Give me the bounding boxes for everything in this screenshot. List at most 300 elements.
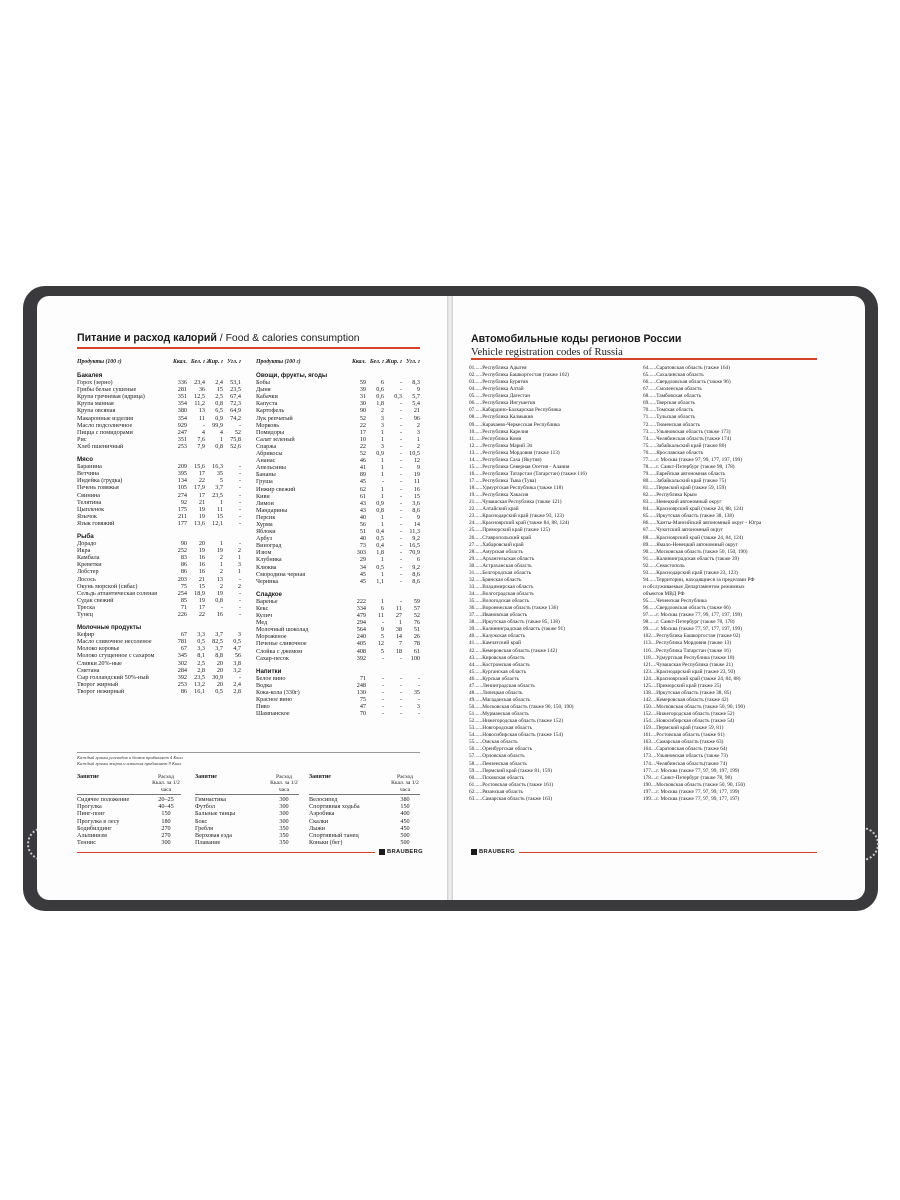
region-code-row: 23......Краснодарский край (также 93, 123) xyxy=(469,513,564,520)
food-value: 5,4 xyxy=(412,400,420,408)
region-code-row: 121....Чувашская Республика (также 21) xyxy=(643,661,733,668)
activity-row xyxy=(195,810,299,817)
region-code-row: 10......Республика Карелия xyxy=(469,428,529,435)
food-value: 0,8 xyxy=(215,400,223,408)
food-value: 52 xyxy=(413,612,420,620)
food-value: 3,6 xyxy=(412,499,420,507)
region-code-row: 125....Приморский край (также 25) xyxy=(643,682,722,689)
region-code-row: 28......Амурская область xyxy=(469,548,523,555)
food-value: 12,1 xyxy=(212,519,223,527)
food-value: - xyxy=(381,674,384,682)
region-code-row: 88......Красноярский край (также 24, 84, 124) xyxy=(643,534,744,541)
food-value: 11,3 xyxy=(409,528,420,536)
food-value: 75 xyxy=(180,582,187,590)
food-value: 8,8 xyxy=(215,652,223,660)
region-code-row: 18......Удмуртская Республика (также 118) xyxy=(469,485,564,492)
region-code-row: 29......Архангельская область xyxy=(469,555,535,562)
food-category: Овощи, фрукты, ягоды xyxy=(256,372,328,379)
food-value: 1,8 xyxy=(376,549,384,557)
food-value: - xyxy=(381,696,384,704)
activity-kcal: 150 xyxy=(161,810,171,818)
region-code-row: 142....Кемеровская область (также 42) xyxy=(643,696,729,703)
region-code-row: 80......Забайкальский край (также 75) xyxy=(643,478,727,484)
food-value: 76 xyxy=(413,619,420,627)
food-row xyxy=(256,571,420,578)
food-value: - xyxy=(399,400,402,408)
food-value: - xyxy=(399,513,402,521)
activity-header-name: Занятие xyxy=(195,774,217,780)
region-code-row: 57......Орловская область xyxy=(469,753,525,760)
region-code-row: 16......Республика Татарстан (Татарстан) (также 116) xyxy=(469,470,587,477)
food-value: 781 xyxy=(177,638,187,646)
food-value: 0,5 xyxy=(376,563,384,571)
food-row xyxy=(77,429,241,436)
food-value: 2,4 xyxy=(233,680,241,688)
food-value: 564 xyxy=(356,626,366,634)
header-fat: Жир. г xyxy=(206,358,223,365)
food-name: Ананас xyxy=(256,457,276,465)
food-value: 67,4 xyxy=(230,393,241,401)
food-value: 0,9 xyxy=(215,414,223,422)
food-row xyxy=(77,484,241,491)
food-table-column-2 xyxy=(256,352,420,717)
activity-name: Верховая езда xyxy=(195,831,232,839)
region-code-row: 71......Тульская область xyxy=(643,414,695,421)
region-code-row: 54......Новосибирская область (также 154) xyxy=(469,732,563,739)
region-code-row: 78......г. Санкт-Петербург (также 98, 178) xyxy=(643,463,735,470)
food-value: - xyxy=(399,703,402,711)
region-code-row: 102....Республика Башкортостан (также 02) xyxy=(643,633,741,640)
region-code-row: 95......Чеченская Республика xyxy=(643,598,707,605)
food-row xyxy=(256,675,420,682)
activity-kcal: 270 xyxy=(161,831,171,839)
food-row xyxy=(77,631,241,638)
food-row xyxy=(256,443,420,450)
food-value: 334 xyxy=(356,605,366,612)
activity-kcal: 20–25 xyxy=(158,796,174,804)
food-value: 4 xyxy=(201,428,205,436)
food-value: - xyxy=(399,499,402,507)
region-code-row: 96......Свердловская область (также 66) xyxy=(643,605,731,612)
region-code-row: 65......Сахалинская область xyxy=(643,372,704,379)
food-value: 90 xyxy=(359,407,366,415)
activity-row xyxy=(195,818,299,825)
food-value: 5 xyxy=(380,647,384,655)
food-value: 222 xyxy=(356,597,366,605)
activity-kcal: 450 xyxy=(400,817,410,825)
food-row xyxy=(77,681,241,688)
food-value: - xyxy=(238,421,241,429)
activity-column-3 xyxy=(309,774,420,846)
food-category: Молочные продукты xyxy=(77,624,142,632)
food-value: 351 xyxy=(177,435,187,443)
food-name: Яблоки xyxy=(256,528,276,536)
region-code-row: 154....Новосибирская область (также 54) xyxy=(643,718,735,725)
food-row xyxy=(77,660,241,667)
food-name: Сливки 20%-ные xyxy=(77,659,122,667)
region-code-row: 50......Московская область (также 90, 150, 190) xyxy=(469,704,574,710)
header-carb: Угл. г xyxy=(406,358,420,365)
food-name: Рис xyxy=(77,435,87,443)
food-value: 380 xyxy=(177,407,187,415)
region-code-row: 90......Московская область (также 50, 150, 190) xyxy=(643,548,748,555)
region-code-row: 94......Территории, находящиеся за пределами РФ xyxy=(643,576,755,583)
food-value: 7 xyxy=(398,640,402,648)
region-code-row: 81......Пермский край (также 59, 159) xyxy=(643,485,726,492)
region-code-row: 82......Республика Крым xyxy=(643,492,697,499)
food-value: 39 xyxy=(359,386,366,394)
food-row xyxy=(256,626,420,633)
header-kcal: Ккал. xyxy=(172,358,187,365)
region-code-row: 27......Хабаровский край xyxy=(469,541,524,548)
activity-row xyxy=(77,825,181,832)
food-value: 1 xyxy=(380,520,384,528)
activity-kcal: 300 xyxy=(279,817,289,825)
food-row xyxy=(256,619,420,626)
food-name: Слойка с джемом xyxy=(256,647,303,655)
region-code-row: 73......Ульяновская область (также 173) xyxy=(643,428,731,435)
activity-name: Прогулка xyxy=(77,803,102,811)
food-value: 16 xyxy=(216,611,223,618)
food-value: 16,5 xyxy=(409,542,420,550)
food-value: - xyxy=(238,596,241,604)
right-title-underline xyxy=(471,358,817,360)
food-name: Крупа манная xyxy=(77,400,114,408)
food-row xyxy=(256,549,420,556)
food-row xyxy=(77,540,241,547)
food-value: - xyxy=(399,542,402,550)
food-value: 105 xyxy=(177,484,187,492)
food-value: 57 xyxy=(413,605,420,612)
region-code-row: 08......Республика Калмыкия xyxy=(469,414,533,421)
food-value: 15 xyxy=(216,386,223,394)
food-value: 12 xyxy=(377,640,384,648)
food-value: - xyxy=(399,520,402,528)
food-value: 2 xyxy=(219,568,223,576)
food-value: 16 xyxy=(198,561,205,569)
food-value: 31 xyxy=(359,393,366,401)
region-code-row: 113....Республика Мордовия (также 13) xyxy=(643,640,732,647)
food-name: Мандарины xyxy=(256,506,288,514)
food-row xyxy=(77,499,241,506)
activity-header-name: Занятие xyxy=(77,774,99,780)
food-value: 23,5 xyxy=(194,673,205,681)
region-code-row: 25......Приморский край (также 125) xyxy=(469,527,550,534)
food-value: 99,9 xyxy=(212,421,223,429)
food-value: 5 xyxy=(380,633,384,641)
food-value: 9,2 xyxy=(412,535,420,543)
activity-name: Бокс xyxy=(195,817,208,825)
region-code-row: 04......Республика Алтай xyxy=(469,386,524,393)
region-code-row: 68......Тамбовская область xyxy=(643,393,702,400)
header-fat: Жир. г xyxy=(385,358,402,365)
food-value: - xyxy=(399,485,402,493)
food-value: 22 xyxy=(359,442,366,450)
region-code-row: 174....Челябинская область(также 74) xyxy=(643,760,728,767)
food-row xyxy=(256,682,420,689)
food-value: 70 xyxy=(359,710,366,718)
food-row xyxy=(77,477,241,484)
food-value: - xyxy=(238,575,241,583)
region-code-row: 79......Еврейская автономная область xyxy=(643,470,726,477)
food-value: - xyxy=(399,535,402,543)
food-name: Водка xyxy=(256,681,272,689)
activity-kcal: 150 xyxy=(400,803,410,811)
food-value: 3,3 xyxy=(197,645,205,653)
food-value: 22 xyxy=(359,421,366,429)
food-value: 3 xyxy=(237,561,241,569)
food-value: 43 xyxy=(359,506,366,514)
food-value: 1 xyxy=(416,435,420,443)
food-value: 2 xyxy=(219,582,223,590)
food-row xyxy=(77,506,241,513)
food-value: 281 xyxy=(177,386,187,394)
food-value: 35 xyxy=(413,689,420,697)
region-code-row: 85......Иркутская область (также 38, 138) xyxy=(643,513,734,520)
activity-name: Пинг-понг xyxy=(77,810,105,818)
food-value: - xyxy=(399,597,402,605)
region-codes-column-2 xyxy=(643,365,819,803)
food-value: - xyxy=(399,654,402,662)
food-value: - xyxy=(417,696,420,704)
food-value: 294 xyxy=(356,619,366,627)
region-code-row: 07......Кабардино-Балкарская Республика xyxy=(469,407,561,414)
food-value: 0,4 xyxy=(376,528,384,536)
food-value: - xyxy=(238,498,241,506)
food-name: Бобы xyxy=(256,379,270,387)
region-code-row: 93......Краснодарский край (также 23, 123) xyxy=(643,569,738,576)
food-value: 90 xyxy=(180,540,187,548)
activity-row xyxy=(77,796,181,803)
food-value: 253 xyxy=(177,442,187,450)
food-name: Макаронные изделия xyxy=(77,414,133,422)
food-value: 9 xyxy=(416,386,420,394)
food-value: - xyxy=(399,407,402,415)
activity-header xyxy=(309,774,420,793)
food-category: Напитки xyxy=(256,667,282,675)
food-name: Треска xyxy=(77,603,95,611)
activity-header-expense: Расход Ккал. за 1/2 часа xyxy=(270,774,298,793)
region-code-row: 53......Новгородская область xyxy=(469,725,532,732)
food-row xyxy=(77,638,241,645)
header-prot: Бел. г xyxy=(369,358,384,365)
activity-header-name: Занятие xyxy=(309,774,331,780)
food-name: Творог нежирный xyxy=(77,687,125,695)
food-value: 1 xyxy=(380,597,384,605)
region-code-row: 92......Севастополь xyxy=(643,562,685,569)
food-value: 0,8 xyxy=(376,506,384,514)
food-value: 64,9 xyxy=(230,407,241,415)
food-row xyxy=(77,415,241,422)
food-value: 345 xyxy=(177,652,187,660)
region-code-row: 13......Республика Мордовия (также 113) xyxy=(469,449,560,456)
food-table-header xyxy=(77,352,241,366)
food-value: - xyxy=(238,463,241,471)
food-value: 17 xyxy=(198,470,205,478)
food-name: Сметана xyxy=(77,666,100,674)
food-value: 1 xyxy=(219,561,223,569)
food-value: 0,9 xyxy=(376,499,384,507)
food-row xyxy=(256,422,420,429)
food-value: 0,8 xyxy=(215,442,223,450)
food-value: 19 xyxy=(198,596,205,604)
region-code-row: 190....Московская область (также 50, 90, 150) xyxy=(643,781,745,788)
food-value: 89 xyxy=(359,471,366,479)
food-value: 1 xyxy=(380,485,384,493)
activity-header-expense: Расход Ккал. за 1/2 часа xyxy=(152,774,180,793)
food-row xyxy=(256,386,420,393)
activity-row xyxy=(195,825,299,832)
food-row xyxy=(256,564,420,571)
food-value: 12 xyxy=(413,457,420,465)
activity-name: Бодибилдинг xyxy=(77,824,112,832)
region-code-row: 59......Пермский край (также 81, 159) xyxy=(469,767,552,774)
activity-kcal: 300 xyxy=(279,796,289,804)
food-value: 1 xyxy=(237,554,241,562)
food-value: 2 xyxy=(416,421,420,429)
food-row xyxy=(77,611,241,618)
header-product: Продукты (100 г) xyxy=(77,358,122,365)
food-value: 16,3 xyxy=(212,463,223,471)
food-value: 479 xyxy=(356,612,366,620)
food-row xyxy=(256,696,420,703)
food-value: - xyxy=(399,492,402,500)
food-row xyxy=(256,436,420,443)
food-row xyxy=(77,604,241,611)
food-value: - xyxy=(399,450,402,458)
food-value: 30,9 xyxy=(212,673,223,681)
food-value: 35 xyxy=(216,470,223,478)
food-value: 3 xyxy=(380,414,384,422)
food-value: 14 xyxy=(395,633,402,641)
food-value: - xyxy=(417,681,420,689)
food-value: 247 xyxy=(177,428,187,436)
food-row xyxy=(77,667,241,674)
region-code-row: 35......Вологодская область xyxy=(469,598,530,605)
food-value: 1 xyxy=(380,556,384,564)
activity-name: Спортивный танец xyxy=(309,831,359,839)
food-row xyxy=(77,422,241,429)
food-value: - xyxy=(381,681,384,689)
food-name: Креветки xyxy=(77,561,102,569)
region-code-row: 77......г. Москва (также 97, 99, 177, 197, 199) xyxy=(643,456,742,463)
food-name: Лобстер xyxy=(77,568,99,576)
food-value: 7,6 xyxy=(197,435,205,443)
food-value: - xyxy=(399,696,402,704)
food-value: 19 xyxy=(198,512,205,520)
region-code-row: 43......Кировская область xyxy=(469,654,525,661)
food-name: Камбала xyxy=(77,554,100,562)
food-value: 2,8 xyxy=(233,687,241,695)
food-value: 12,5 xyxy=(194,393,205,401)
food-row xyxy=(77,597,241,604)
region-code-row: 138....Иркутская область (также 38, 85) xyxy=(643,689,732,696)
food-value: 19 xyxy=(413,471,420,479)
brand-text: BRAUBERG xyxy=(387,849,423,855)
food-value: 30 xyxy=(359,400,366,408)
food-value: - xyxy=(399,528,402,536)
food-name: Шампанское xyxy=(256,710,290,718)
food-name: Виноград xyxy=(256,542,282,550)
right-footer-line xyxy=(519,852,817,853)
food-value: 52,6 xyxy=(230,442,241,450)
food-name: Хлеб пшеничный xyxy=(77,442,124,450)
region-code-row: 67......Смоленская область xyxy=(643,386,702,393)
region-code-row: 69......Тверская область xyxy=(643,400,695,407)
brand-square-icon xyxy=(471,849,477,855)
food-row xyxy=(256,450,420,457)
food-value: 240 xyxy=(356,633,366,641)
food-value: 23,4 xyxy=(194,379,205,387)
food-value: 38 xyxy=(395,626,402,634)
food-name: Смородина черная xyxy=(256,570,306,578)
header-carb: Угл. г xyxy=(227,358,241,365)
food-value: 7,9 xyxy=(197,442,205,450)
food-value: 20 xyxy=(216,680,223,688)
food-value: 59 xyxy=(359,379,366,387)
food-value: 40 xyxy=(359,535,366,543)
region-code-row: 30......Астраханская область xyxy=(469,562,532,569)
activity-kcal: 450 xyxy=(400,824,410,832)
activity-kcal: 380 xyxy=(400,796,410,804)
activity-row xyxy=(309,810,420,817)
region-code-row: 118....Удмуртская Республика (также 18) xyxy=(643,654,735,661)
food-row xyxy=(256,379,420,386)
food-row xyxy=(77,645,241,652)
food-value: 40 xyxy=(359,513,366,521)
food-value: - xyxy=(238,484,241,492)
activity-header-rule xyxy=(195,794,299,795)
region-code-row: 58......Пензенская область xyxy=(469,760,527,767)
activity-kcal: 40–45 xyxy=(158,803,174,811)
food-value: - xyxy=(238,519,241,527)
food-value: - xyxy=(399,689,402,697)
food-value: - xyxy=(381,689,384,697)
food-value: 21 xyxy=(198,575,205,583)
food-value: 3,3 xyxy=(197,631,205,639)
activity-name: Футбол xyxy=(195,803,215,811)
region-code-row: 26......Ставропольский край xyxy=(469,534,532,541)
food-name: Масло подсолнечное xyxy=(77,421,133,429)
nutrition-notes xyxy=(77,755,183,767)
food-value: 284 xyxy=(177,666,187,674)
food-row xyxy=(256,655,420,662)
food-value: 1 xyxy=(380,570,384,578)
food-value: 8,6 xyxy=(412,570,420,578)
food-value: 17,9 xyxy=(194,484,205,492)
activity-row xyxy=(309,832,420,839)
activity-row xyxy=(309,818,420,825)
food-value: 45 xyxy=(359,478,366,486)
food-value: 82,5 xyxy=(212,638,223,646)
food-category: Рыба xyxy=(77,532,94,540)
activity-column-2 xyxy=(195,774,299,846)
food-value: 5 xyxy=(219,477,223,485)
food-name: Пиво xyxy=(256,703,270,711)
food-value: 408 xyxy=(356,647,366,655)
food-value: 130 xyxy=(356,689,366,697)
food-value: - xyxy=(399,386,402,394)
food-name: Молоко сгущенное с сахаром xyxy=(77,652,155,660)
region-code-row: 75......Забайкальский край (также 80) xyxy=(643,442,727,449)
food-value: 405 xyxy=(356,640,366,648)
food-value: - xyxy=(238,540,241,548)
region-code-row: 19......Республика Хакасия xyxy=(469,492,529,499)
food-value: 16 xyxy=(198,554,205,562)
region-code-row: 83......Ненецкий автономный округ xyxy=(643,499,722,506)
region-code-row: 21......Чувашская Республика (также 121) xyxy=(469,499,562,506)
food-value: 0,6 xyxy=(376,386,384,394)
